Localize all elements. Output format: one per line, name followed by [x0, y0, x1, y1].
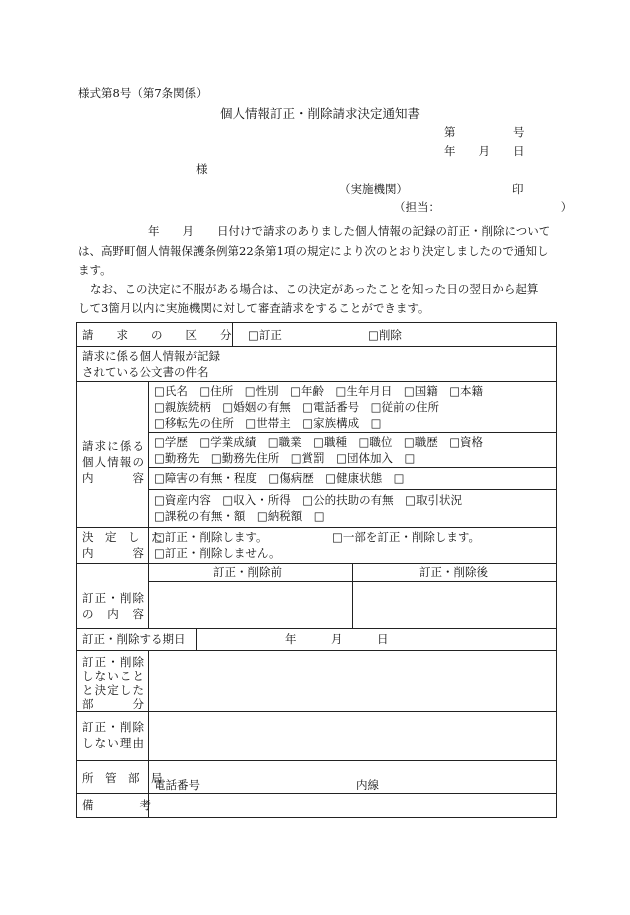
recipient-honorific: 様	[196, 162, 208, 176]
checkbox-group-basic-2[interactable]: □親族続柄 □婚姻の有無 □電話番号 □従前の住所	[154, 400, 439, 414]
personal-info-label-2: 個人情報の	[82, 455, 144, 469]
department-label: 所 管 部 局	[82, 771, 163, 785]
document-title: 個人情報訂正・削除請求決定通知書	[220, 106, 421, 121]
body-para1-line1: 年 月 日付けで請求のありました個人情報の記録の訂正・削除について	[148, 224, 551, 238]
decision-label-1: 決 定 し た	[82, 530, 163, 544]
body-para1-line3: ます。	[78, 263, 112, 277]
not-corrected-part-label-1: 訂正・削除	[82, 655, 144, 669]
remarks-label: 備 考	[82, 798, 151, 812]
checkbox-correction[interactable]: □訂正	[248, 328, 282, 342]
correction-date-value: 年 月 日	[285, 632, 389, 646]
body-para1-line2: は、高野町個人情報保護条例第22条第1項の規定により次のとおり決定しましたので通知し	[78, 244, 549, 258]
correction-content-label-2: の 内 容	[82, 607, 144, 621]
checkbox-group-health[interactable]: □障害の有無・程度 □傷病歴 □健康状態 □	[154, 471, 405, 485]
form-number: 様式第8号（第7条関係）	[78, 86, 208, 100]
after-correction-header: 訂正・削除後	[419, 565, 488, 579]
decision-label-2: 内 容	[82, 546, 144, 560]
checkbox-group-career-1[interactable]: □学歴 □学業成績 □職業 □職種 □職位 □職歴 □資格	[154, 435, 484, 449]
personal-info-label-3: 内 容	[82, 471, 144, 485]
checkbox-partially-correct[interactable]: □一部を訂正・削除します。	[332, 530, 480, 544]
checkbox-group-basic-3[interactable]: □移転先の住所 □世帯主 □家族構成 □	[154, 416, 382, 430]
body-para2-line1: なお、この決定に不服がある場合は、この決定があったことを知った日の翌日から起算	[90, 282, 539, 296]
extension-label: 内線	[356, 778, 379, 792]
not-corrected-part-label-2: しないこと	[82, 669, 144, 683]
contact-person: （担当： ）	[394, 200, 573, 214]
document-subject-label-1: 請求に係る個人情報が記録	[82, 349, 220, 363]
reason-label-2: しない理由	[82, 736, 144, 750]
reason-label-1: 訂正・削除	[82, 720, 144, 734]
body-para2-line2: して3箇月以内に実施機関に対して審査請求をすることができます。	[78, 301, 430, 315]
document-number: 第 号	[444, 125, 525, 139]
document-subject-label-2: されている公文書の件名	[82, 365, 209, 379]
correction-content-label-1: 訂正・削除	[82, 591, 144, 605]
checkbox-group-career-2[interactable]: □勤務先 □勤務先住所 □賞罰 □団体加入 □	[154, 451, 416, 465]
checkbox-group-basic-1[interactable]: □氏名 □住所 □性別 □年齢 □生年月日 □国籍 □本籍	[154, 384, 484, 398]
correction-date-label: 訂正・削除する期日	[82, 632, 186, 646]
checkbox-will-correct[interactable]: □訂正・削除します。	[154, 530, 268, 544]
issue-date: 年 月 日	[444, 144, 525, 158]
personal-info-label-1: 請求に係る	[82, 439, 144, 453]
before-correction-header: 訂正・削除前	[213, 565, 282, 579]
seal-mark: 印	[512, 182, 524, 196]
checkbox-deletion[interactable]: □削除	[368, 328, 402, 342]
phone-label: 電話番号	[154, 778, 200, 792]
checkbox-will-not-correct[interactable]: □訂正・削除しません。	[154, 546, 281, 560]
not-corrected-part-label-4: 部 分	[82, 697, 144, 711]
checkbox-group-assets-1[interactable]: □資産内容 □収入・所得 □公的扶助の有無 □取引状況	[154, 493, 462, 507]
agency-label: （実施機関）	[339, 182, 408, 196]
checkbox-group-assets-2[interactable]: □課税の有無・額 □納税額 □	[154, 509, 325, 523]
request-type-label: 請 求 の 区 分	[82, 328, 232, 342]
not-corrected-part-label-3: と決定した	[82, 683, 144, 697]
